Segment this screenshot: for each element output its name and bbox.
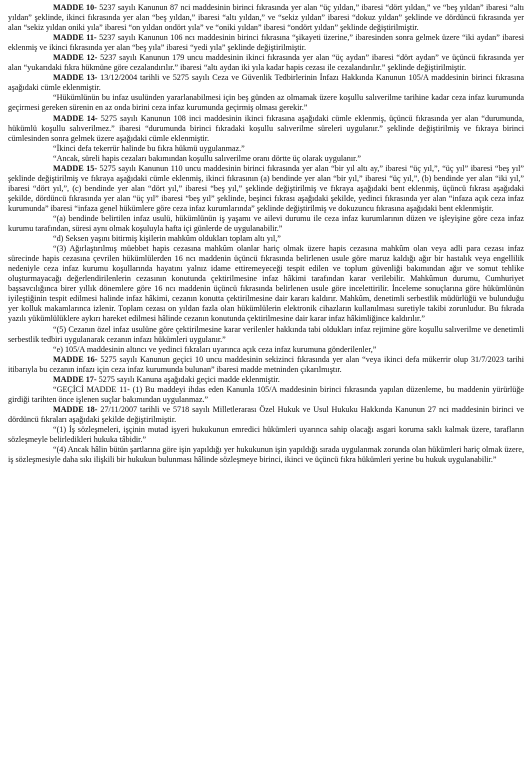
- paragraph-text: “GEÇİCİ MADDE 11- (1) Bu maddeyi ihdas eden Kanunla 105/A maddesinin birinci fıkrasında yapılan düzenleme, bu maddenin yürürlüğe girdiği tarihten önce işlenen suçlar bakımından uygulanmaz.”: [8, 384, 524, 404]
- paragraph: [8, 375, 524, 385]
- paragraph: [8, 144, 524, 154]
- paragraph-text: 5275 sayılı Kanunun geçici 10 uncu maddesinin sekizinci fıkrasında yer alan “veya ikinci defa mükerrir olup 31/7/2023 tarihi itibarıyla bu cezanın infazı için ceza infaz kurumunda bulunan” ibaresi madde metninden çıkarılmıştır.: [8, 354, 524, 374]
- paragraph-text: “e) 105/A maddesinin altıncı ve yedinci fıkraları uyarınca açık ceza infaz kurumuna gönderilenler,”: [53, 344, 377, 354]
- paragraph: [8, 345, 524, 355]
- paragraph: [8, 385, 524, 405]
- paragraph-text: “Ancak, süreli hapis cezaları bakımından koşullu salıverilme oranı dörtte üç olarak uygulanır.”: [53, 153, 361, 163]
- paragraph: [8, 214, 524, 234]
- paragraph-text: “(a) bendinde belirtilen infaz usulü, hükümlünün iş yaşamı ve ailevi durumu ile ceza infaz kurumlarının düzen ve işleyişine göre ceza infaz kurumu tarafından, süresi aynı olmak koşuluyla hafta içi günlerde de uygulanabilir.”: [8, 213, 524, 234]
- paragraph: [8, 93, 524, 113]
- paragraph: [8, 164, 524, 214]
- paragraph: [8, 355, 524, 375]
- paragraph: [8, 73, 524, 93]
- paragraph-text: “(1) İş sözleşmeleri, işçinin mutad işyeri hukukunun emredici hükümleri uyarınca sahip olacağı asgari koruma saklı kalmak üzere, tarafların sözleşmeyle belirledikleri hukuka tâbidir.”: [8, 424, 524, 445]
- paragraph: [8, 445, 524, 465]
- article-heading: MADDE 12-: [53, 53, 98, 63]
- paragraph: [8, 154, 524, 164]
- paragraph-text: 5275 sayılı Kanuna aşağıdaki geçici madde eklenmiştir.: [96, 374, 280, 384]
- paragraph-text: “(3) Ağırlaştırılmış müebbet hapis cezasına mahkûm olanlar hariç olmak üzere hapis cezasına mahkûm olan veya adli para cezası infaz sürecinde hapis cezasına çevrilen hükümlülerden 16 ncı maddenin üçüncü fıkrasında belirlenen usule göre maruz kaldığı ağır bir hastalık veya engellilik nedeniyle ceza infaz kurumu koşullarında hayatını yalnız idame ettiremeyeceği tespit edilen ve toplum güvenliği bakımından ağır ve somut tehlike oluşturmayacağı değerlendirilenlerin cezasının konutunda çektirilmesine infaz hâkimi tarafından karar verilebilir. Mahkûmun durumu, Cumhuriyet başsavcılığınca birer yıllık dönemlere göre 16 ncı maddenin üçüncü fıkrasında belirlenen usule göre incelettirilir. İnceleme sonuçlarına göre hükümlünün iyileştiğinin tespit edilmesi halinde infaz hâkimi, cezanın konutta çektirilmesine dair kararı kaldırır. Mahkûm, denetimli serbestlik müdürlüğü ve bulunduğu yer kolluk makamlarınca izlenir. Toplam cezası on yıldan fazla olan hükümlülerin elektronik cihazların kullanılması suretiyle takibi zorunludur. Bu fıkrada yazılı yükümlülüklere aykırı hareket edilmesi hâlinde cezanın konutunda çektirilmesine dair karar infaz hâkimliğince kaldırılır.”: [8, 244, 524, 324]
- paragraph-text: 27/11/2007 tarihli ve 5718 sayılı Milletlerarası Özel Hukuk ve Usul Hukuku Hakkında Kanunun 27 nci maddesinin birinci ve dördüncü fıkraları aşağıdaki şekilde değiştirilmiştir.: [8, 404, 524, 424]
- paragraph: [8, 53, 524, 73]
- paragraph: [8, 3, 524, 33]
- paragraph-text: “(5) Cezanın özel infaz usulüne göre çektirilmesine karar verilenler hakkında tabi oldukları infaz rejimine göre koşullu salıverilme ve denetimli serbestlik tedbiri uygulanarak cezanın infazı hükümleri uygulanır.”: [8, 324, 524, 344]
- article-heading: MADDE 17-: [53, 374, 97, 384]
- article-heading: MADDE 18-: [53, 404, 98, 414]
- paragraph-text: 5275 sayılı Kanunun 110 uncu maddesinin birinci fıkrasında yer alan “bir yıl altı ay,” ibaresi “üç yıl,”, “üç yıl” ibaresi “beş yıl” şeklinde değiştirilmiş ve fıkraya aşağıdaki cümle eklenmiş, ikinci fıkrasının (a) bendinde yer alan “bir yıl,” ibaresi “üç yıl,”, (b) bendinde yer alan “iki yıl,” ibaresi “dört yıl,”, (c) bendinde yer alan “dört yıl,” ibaresi “beş yıl,” şeklinde değiştirilmiş ve fıkraya aşağıdaki bent eklenmiş, üçüncü fıkrası aşağıdaki şekilde, dördüncü fıkrasında yer alan “üç yıl” ibaresi “beş yıl” şeklinde, beşinci fıkrası aşağıdaki şekilde, yedinci fıkrasında yer alan “infaza açık ceza infaz kurumunda” ibaresi “infaza genel hükümlere göre ceza infaz kurumlarında” şeklinde değiştirilmiş ve dokuzuncu fıkrasına aşağıdaki bent eklenmiştir.: [8, 163, 524, 213]
- paragraph: [8, 114, 524, 144]
- paragraph: [8, 325, 524, 345]
- paragraph-text: 5237 sayılı Kanunun 106 ncı maddesinin birinci fıkrasına “şikayeti üzerine,” ibaresinden sonra gelmek üzere “iki aydan” ibaresi eklenmiş ve ikinci fıkrasında yer alan “beş yıla” ibaresi “yedi yıla” şeklinde değiştirilmiştir.: [8, 33, 524, 53]
- article-heading: MADDE 11-: [53, 33, 97, 43]
- paragraph-text: “Hükümlünün bu infaz usulünden yararlanabilmesi için beş günden az olmamak üzere koşullu salıverilme tarihine kadar ceza infaz kurumunda geçirmesi gereken sürenin en az onda birini ceza infaz kurumunda geçirmiş olması gerekir.”: [8, 93, 524, 113]
- paragraph-text: 5237 sayılı Kanunun 179 uncu maddesinin ikinci fıkrasında yer alan “üç aydan” ibaresi “dört aydan” ve üçüncü fıkrasında yer alan “yukarıdaki fıkra hükmüne göre cezalandırılır.” ibaresi “altı aydan iki yıla kadar hapis cezası ile cezalandırılır.” şeklinde değiştirilmiştir.: [8, 53, 524, 73]
- paragraph: [8, 33, 524, 53]
- article-heading: MADDE 13-: [53, 73, 98, 83]
- paragraph-text: 5275 sayılı Kanunun 108 inci maddesinin ikinci fıkrasına aşağıdaki cümle eklenmiş, üçüncü fıkrasında yer alan “durumunda, hükümlü koşullu salıverilmez.” ibaresi “durumunda birinci fıkradaki koşullu salıverilme süreleri uygulanır.” şeklinde değiştirilmiş ve fıkraya birinci cümlesinden sonra gelmek üzere aşağıdaki cümle eklenmiştir.: [8, 113, 524, 143]
- paragraph: [8, 405, 524, 425]
- article-heading: MADDE 14-: [53, 113, 98, 123]
- paragraph: [8, 425, 524, 445]
- paragraph-text: “(4) Ancak hâlin bütün şartlarına göre işin yapıldığı yer hukukunun işin yapıldığı sırada uygulanmak zorunda olan hükümleri hariç olmak üzere, iş sözleşmesiyle daha sıkı ilişkili bir hukukun bulunması hâlinde sözleşmeye birinci, ikinci ve üçüncü fıkra hükümleri yerine bu hukuk uygulanabilir.”: [8, 445, 524, 465]
- paragraph: [8, 234, 524, 244]
- paragraph-text: “d) Seksen yaşını bitirmiş kişilerin mahkûm oldukları toplam altı yıl,”: [53, 234, 281, 244]
- paragraph-text: 13/12/2004 tarihli ve 5275 sayılı Ceza ve Güvenlik Tedbirlerinin İnfazı Hakkında Kanunun 105/A maddesinin birinci fıkrasına aşağıdaki cümle eklenmiştir.: [8, 73, 524, 93]
- article-heading: MADDE 15-: [53, 163, 98, 173]
- article-heading: MADDE 16-: [53, 354, 98, 364]
- paragraph: [8, 244, 524, 324]
- paragraph-text: 5237 sayılı Kanunun 87 nci maddesinin birinci fıkrasında yer alan “üç yıldan,” ibaresi “dört yıldan,” ve “beş yıldan” ibaresi “altı yıldan” şeklinde, ikinci fıkrasında yer alan “beş yıldan,” ibaresi “altı yıldan,” ve “sekiz yıldan” ibaresi “dokuz yıldan” şeklinde ve dördüncü fıkrasında yer alan “sekiz yıldan oniki yıla” ibaresi “on yıldan ondört yıla” ve “oniki yıldan” ibaresi “ondört yıldan” şeklinde değiştirilmiştir.: [8, 3, 524, 33]
- article-heading: MADDE 10-: [53, 3, 97, 12]
- paragraph-text: “İkinci defa tekerrür halinde bu fıkra hükmü uygulanmaz.”: [53, 143, 245, 153]
